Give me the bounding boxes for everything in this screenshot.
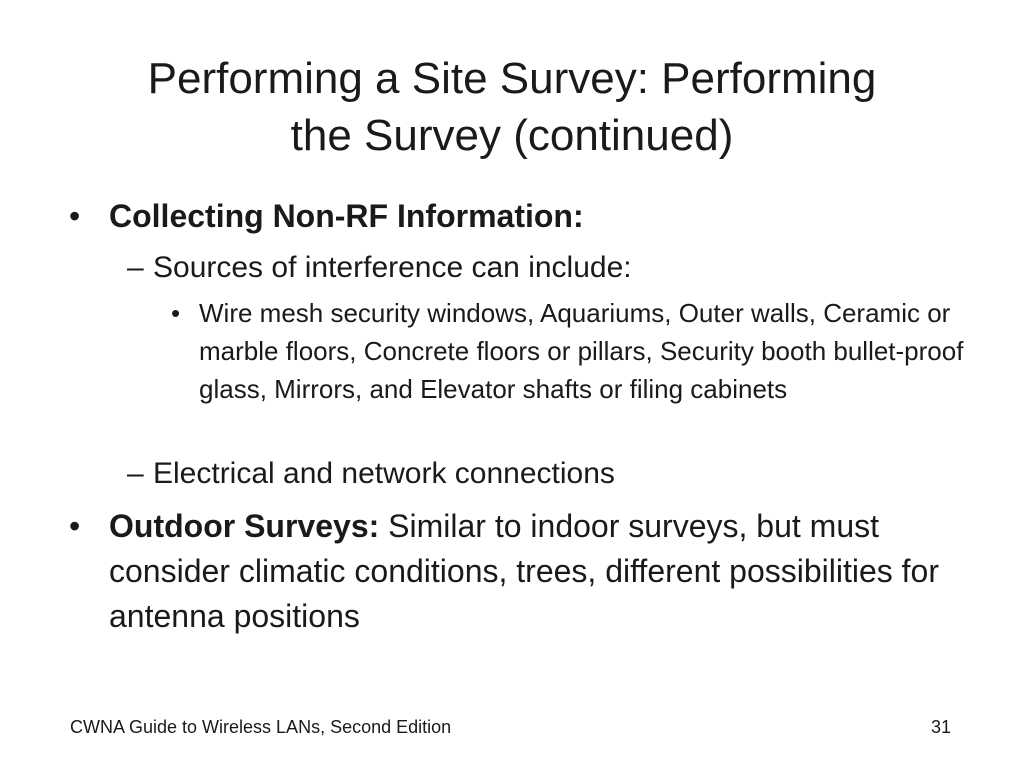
bullet-marker: • xyxy=(69,508,81,544)
bullet-marker: • xyxy=(171,298,181,328)
sub-bullet-text: Sources of interference can include: xyxy=(153,251,632,284)
bullet-text: Similar to indoor surveys, but must consider climatic conditions, trees, different possibilities for antenna positions xyxy=(109,508,939,634)
sub-sub-bullet-interference-list xyxy=(171,294,979,408)
bullet-marker: • xyxy=(69,198,81,234)
slide-title xyxy=(40,50,984,164)
bullet-collecting-non-rf xyxy=(69,194,969,239)
dash-marker: – xyxy=(127,457,144,490)
page-number: 31 xyxy=(930,717,951,737)
dash-marker: – xyxy=(127,251,144,284)
bullet-heading: Outdoor Surveys: xyxy=(109,508,380,544)
bullet-outdoor-surveys xyxy=(69,504,969,639)
sub-sub-bullet-text: Wire mesh security windows, Aquariums, Outer walls, Ceramic or marble floors, Concrete floors or pillars, Security booth bullet-proof glass, Mirrors, and Elevator shafts or filing cabinets xyxy=(199,298,964,404)
sub-bullet-text: Electrical and network connections xyxy=(153,457,615,490)
bullet-heading: Collecting Non-RF Information: xyxy=(109,198,584,234)
slide-title-line-1: Performing a Site Survey: Performing xyxy=(147,54,877,103)
sub-bullet-interference-sources xyxy=(127,248,973,288)
footer-book-title: CWNA Guide to Wireless LANs, Second Edition xyxy=(70,717,452,737)
sub-bullet-electrical-network xyxy=(127,454,973,494)
slide-title-line-2: the Survey (continued) xyxy=(290,111,734,160)
